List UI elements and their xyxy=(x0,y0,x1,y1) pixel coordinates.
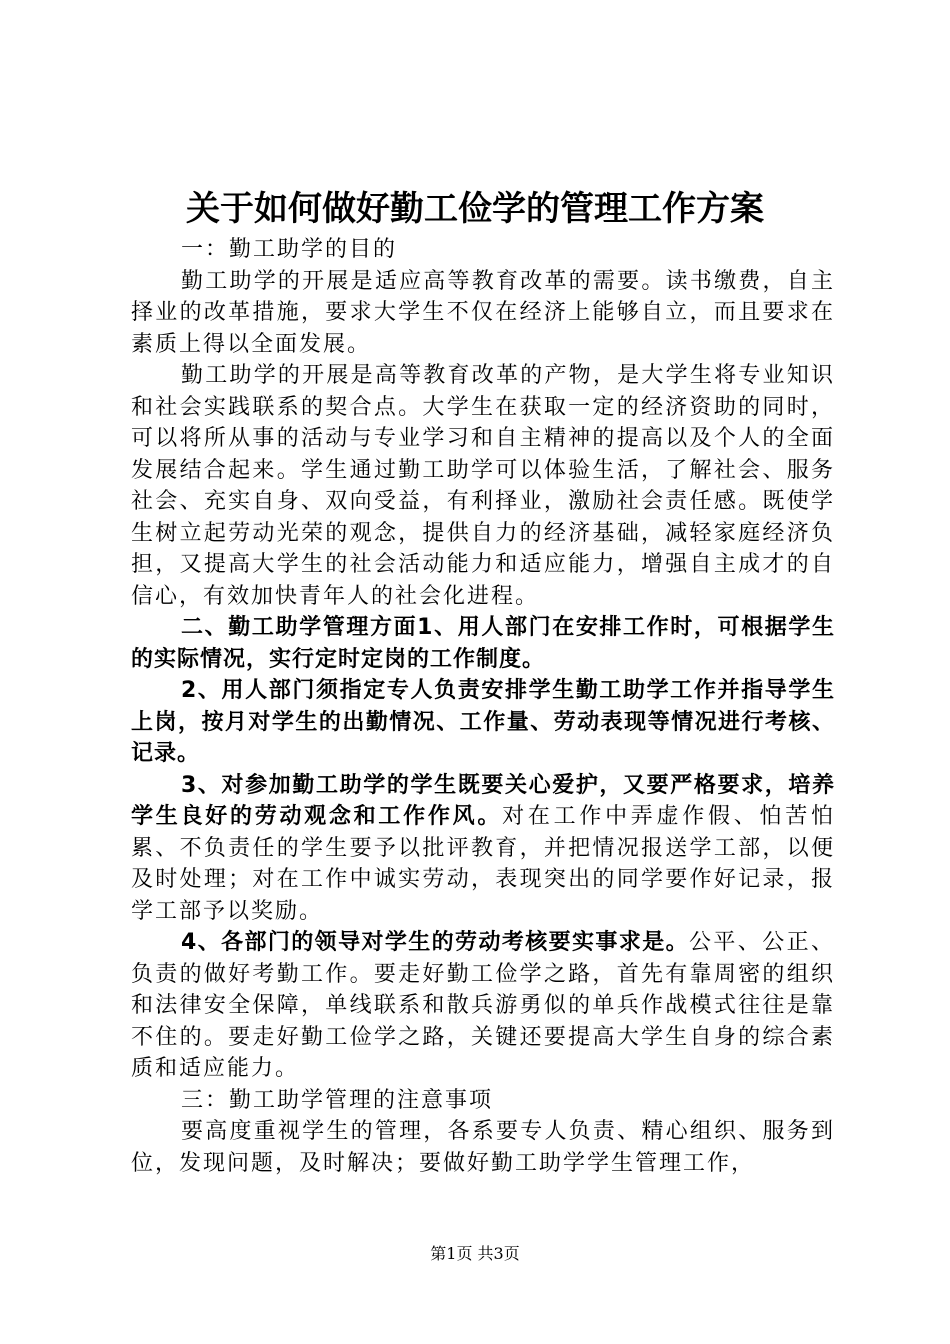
item-4-bold-lead: 4、各部门的领导对学生的劳动考核要实事求是。 xyxy=(181,930,690,955)
item-4-text: 公平、公正、负责的做好考勤工作。要走好勤工俭学之路，首先有靠周密的组织和法律安全保障，单线联系和散兵游勇似的单兵作战模式往往是靠不住的。要走好勤工俭学之路，关键还要提高大学生自身的综合素质和适应能力。 xyxy=(131,930,835,1081)
paragraph-item-2: 2、用人部门须指定专人负责安排学生勤工助学工作并指导学生上岗，按月对学生的出勤情况、工作量、劳动表现等情况进行考核、记录。 xyxy=(131,678,835,766)
document-body xyxy=(131,234,835,1179)
paragraph-notes: 要高度重视学生的管理，各系要专人负责、精心组织、服务到位，发现问题，及时解决；要做好勤工助学学生管理工作， xyxy=(131,1119,835,1176)
item-3-bold-lead: 3、对参加勤工助学的学生既要关心爱护，又要严格要求，培养学生良好的劳动观念和工作作风。 xyxy=(131,772,835,829)
item-3-text: 对在工作中弄虚作假、怕苦怕累、不负责任的学生要予以批评教育，并把情况报送学工部，以便及时处理；对在工作中诚实劳动，表现突出的同学要作好记录，报学工部予以奖励。 xyxy=(131,804,835,924)
section-heading-purpose: 一：勤工助学的目的 xyxy=(181,237,398,262)
paragraph-reform-product: 勤工助学的开展是高等教育改革的产物，是大学生将专业知识和社会实践联系的契合点。大学生在获取一定的经济资助的同时，可以将所从事的活动与专业学习和自主精神的提高以及个人的全面发展结合起来。学生通过勤工助学可以体验生活，了解社会、服务社会、充实自身、双向受益，有利择业，激励社会责任感。既使学生树立起劳动光荣的观念，提供自力的经济基础，减轻家庭经济负担，又提高大学生的社会活动能力和适应能力，增强自主成才的自信心，有效加快青年人的社会化进程。 xyxy=(131,363,835,609)
section-heading-notes: 三：勤工助学管理的注意事项 xyxy=(181,1087,494,1113)
document-title: 关于如何做好勤工俭学的管理工作方案 xyxy=(186,189,764,229)
paragraph-item-4 xyxy=(131,927,835,1085)
page-number-footer: 第1页 共3页 xyxy=(430,1244,520,1263)
paragraph-reform-need: 勤工助学的开展是适应高等教育改革的需要。读书缴费，自主择业的改革措施，要求大学生不仅在经济上能够自立，而且要求在素质上得以全面发展。 xyxy=(131,268,835,357)
section-heading-management: 二、勤工助学管理方面1、用人部门在安排工作时，可根据学生的实际情况，实行定时定岗的工作制度。 xyxy=(131,615,835,672)
paragraph-item-3 xyxy=(131,770,835,928)
